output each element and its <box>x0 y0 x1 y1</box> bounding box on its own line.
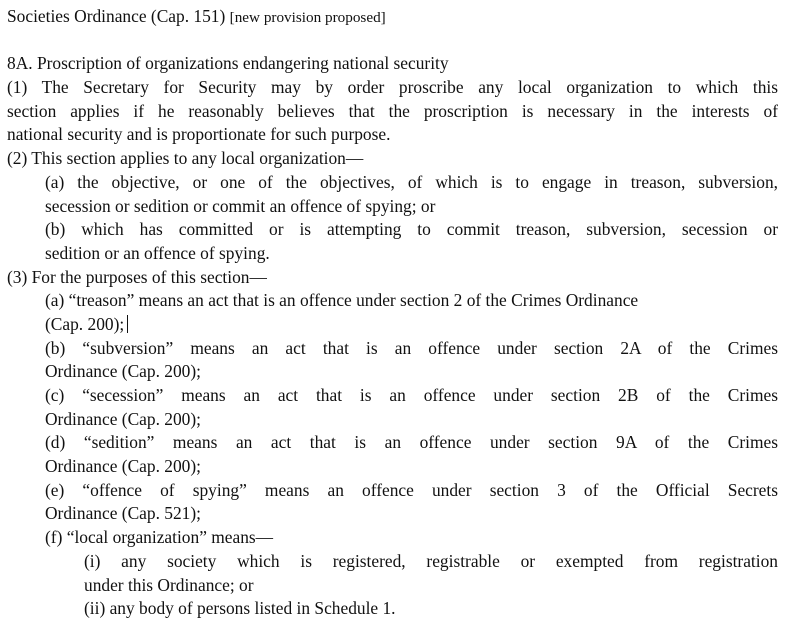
subsection-2-a-line-1: (a) the objective, or one of the objectives, of which is to engage in treason, subversion, <box>45 171 778 192</box>
subsection-3-c-line-1: (c) “secession” means an act that is an offence under section 2B of the Crimes <box>45 385 778 405</box>
text-cursor <box>127 315 128 333</box>
subsection-3-intro: (3) For the purposes of this section— <box>7 266 267 287</box>
subsection-2-a-line-2: secession or sedition or commit an offence of spying; or <box>45 195 436 216</box>
subsection-1-line-2: section applies if he reasonably believes that the proscription is necessary in the interests of <box>7 100 778 121</box>
subsection-3-d-line-1: (d) “sedition” means an act that is an offence under section 9A of the Crimes <box>45 432 778 453</box>
subsection-3-a-line-2: (Cap. 200); <box>45 313 125 334</box>
subsection-3-f-i-line-2: under this Ordinance; or <box>84 574 254 595</box>
subsection-3-b-line-1: (b) “subversion” means an act that is an offence under section 2A of the Crimes <box>45 337 778 358</box>
subsection-3-e-line-1: (e) “offence of spying” means an offence under section 3 of the Official Secrets <box>45 479 778 500</box>
subsection-2-b-line-2: sedition or an offence of spying. <box>45 242 270 263</box>
provision-note: [new provision proposed] <box>229 9 386 26</box>
subsection-3-a-line-1: (a) “treason” means an act that is an offence under section 2 of the Crimes Ordinance <box>45 290 639 311</box>
subsection-1-line-1: (1) The Secretary for Security may by order proscribe any local organization to which this <box>7 77 778 98</box>
subsection-3-a-line-2-wrap <box>7 313 778 337</box>
ordinance-title: Societies Ordinance (Cap. 151) <box>7 6 226 26</box>
subsection-2-intro: (2) This section applies to any local organization— <box>7 148 364 169</box>
document-page <box>7 5 778 621</box>
subsection-3-e-line-2: Ordinance (Cap. 521); <box>45 503 201 524</box>
subsection-1-line-3: national security and is proportionate for such purpose. <box>7 124 391 145</box>
subsection-3-f-intro: (f) “local organization” means— <box>45 527 274 548</box>
subsection-3-b-line-2: Ordinance (Cap. 200); <box>45 361 201 382</box>
subsection-2-b-line-1: (b) which has committed or is attempting to commit treason, subversion, secession or <box>45 219 778 240</box>
section-heading: 8A. Proscription of organizations endangering national security <box>7 53 449 74</box>
subsection-3-f-ii: (ii) any body of persons listed in Schedule 1. <box>84 598 396 619</box>
subsection-3-c-line-2: Ordinance (Cap. 200); <box>45 408 201 429</box>
subsection-3-d-line-2: Ordinance (Cap. 200); <box>45 456 201 477</box>
document-title-line <box>7 5 778 29</box>
subsection-3-f-i-line-1: (i) any society which is registered, registrable or exempted from registration <box>84 550 778 571</box>
blank-line <box>7 29 778 53</box>
